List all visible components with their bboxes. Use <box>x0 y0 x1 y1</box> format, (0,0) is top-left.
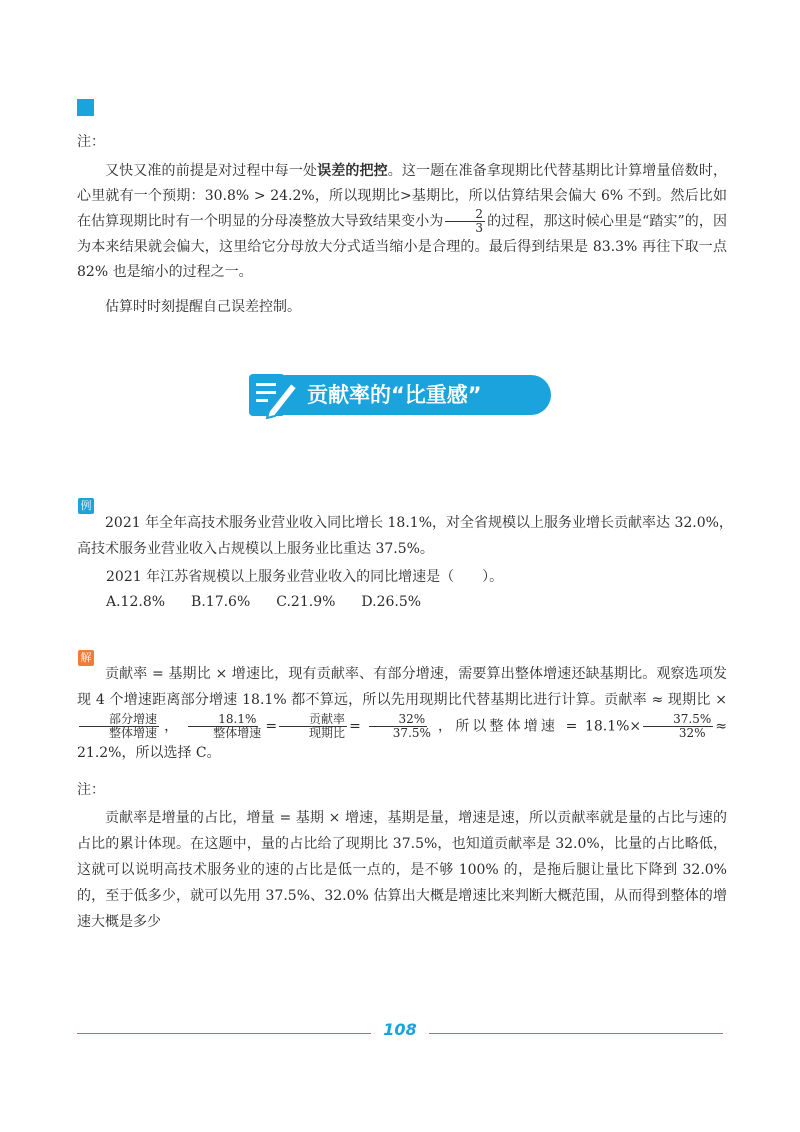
section-marker <box>77 99 94 116</box>
example-line-1: 2021 年全年高技术服务业营业收入同比增长 18.1%，对全省规模以上服务业增长贡献率达 32.0%， <box>105 515 733 531</box>
option-b: B.17.6% <box>191 594 251 610</box>
fraction-32-over-37-5: $\frac{32\%}{37.5\%}$ <box>363 713 433 740</box>
example-tag: 例 <box>78 498 94 514</box>
option-a: A.12.8% <box>106 594 166 610</box>
note2-paragraph: 贡献率是增量的占比，增量 = 基期 × 增速，基期是量，增速是速，所以贡献率就是量的占比与速的占比的累计体现。在这题中，量的占比给了现期比 37.5%，也知道贡献率是 32.0%，比量的占比略低，这就可以说明高技术服务业的速的占比是低一点的，是不够 100% 的，是拖后腿让量比下降到 32.0% 的，至于低多少，就可以先用 37.5%、32.0% 估算出大概是增速比来判断大概范围，从而得到整体的增速大概是多少 <box>77 810 727 930</box>
fraction-rate-over-total: $\frac{18.1\%}{\text{整体增速}}$ <box>183 713 263 740</box>
fraction-37-5-over-32: $\frac{37.5\%}{32\%}$ <box>643 713 713 740</box>
answer-options <box>106 594 421 610</box>
fraction-two-thirds: $\frac{2}{3}$ <box>445 208 485 235</box>
fraction-part-over-total: $\frac{\text{部分增速}}{\text{整体增速}}$ <box>79 713 159 740</box>
example-line-2: 高技术服务业营业收入占规模以上服务业比重达 37.5%。 <box>77 541 434 557</box>
footer-rule-right <box>429 1033 723 1034</box>
solution-paragraph: 贡献率 = 基期比 × 增速比，现有贡献率、有部分增速，需要算出整体增速还缺基期比。观察选项发现 4 个增速距离部分增速 18.1% 都不算远，所以先用现期比代替基期比进行计算。贡献率 ≈ 现期比 × $\frac{\text{部分增速}}{\text{整体增速}}$ ， $\frac{18.1\%}{\text{整体增速}}$ = $\frac{\text{贡献率}}{\text{现期比}}$ = $\frac{32\%}{37.5\%}$ ，所以整体增速 = 18.1%× $\frac{37.5\%}{32\%}$ ≈ 21.2%，所以选择 C。 <box>77 666 727 761</box>
note-paragraph-1: 又快又准的前提是对过程中每一处误差的把控。这一题在准备拿现期比代替基期比计算增量倍数时，心里就有一个预期：30.8% > 24.2%，所以现期比>基期比，所以估算结果会偏大 6% 不到。然后比如在估算现期比时有一个明显的分母凑整放大导致结果变小为 $\frac{2}{3}$ 的过程，那这时候心里是“踏实”的，因为本来结果就会偏大，这里给它分母放大分式适当缩小是合理的。最后得到结果是 83.3% 再往下取一点 82% 也是缩小的过程之一。 <box>77 163 728 280</box>
note-label: 注： <box>77 134 105 150</box>
section-banner <box>247 371 551 419</box>
banner-title: 贡献率的“比重感” <box>307 383 482 407</box>
page-number: 108 <box>383 1020 417 1039</box>
solution-tag: 解 <box>78 650 94 666</box>
note-label-2: 注： <box>77 782 105 798</box>
fraction-contribution-over-ratio: $\frac{\text{贡献率}}{\text{现期比}}$ <box>279 713 347 740</box>
option-c: C.21.9% <box>276 594 336 610</box>
option-d: D.26.5% <box>361 594 422 610</box>
footer-rule-left <box>77 1033 371 1034</box>
notebook-pencil-icon <box>247 371 303 419</box>
note-paragraph-2: 估算时时刻提醒自己误差控制。 <box>105 299 301 315</box>
example-question: 2021 年江苏省规模以上服务业营业收入的同比增速是（ ）。 <box>106 569 504 585</box>
